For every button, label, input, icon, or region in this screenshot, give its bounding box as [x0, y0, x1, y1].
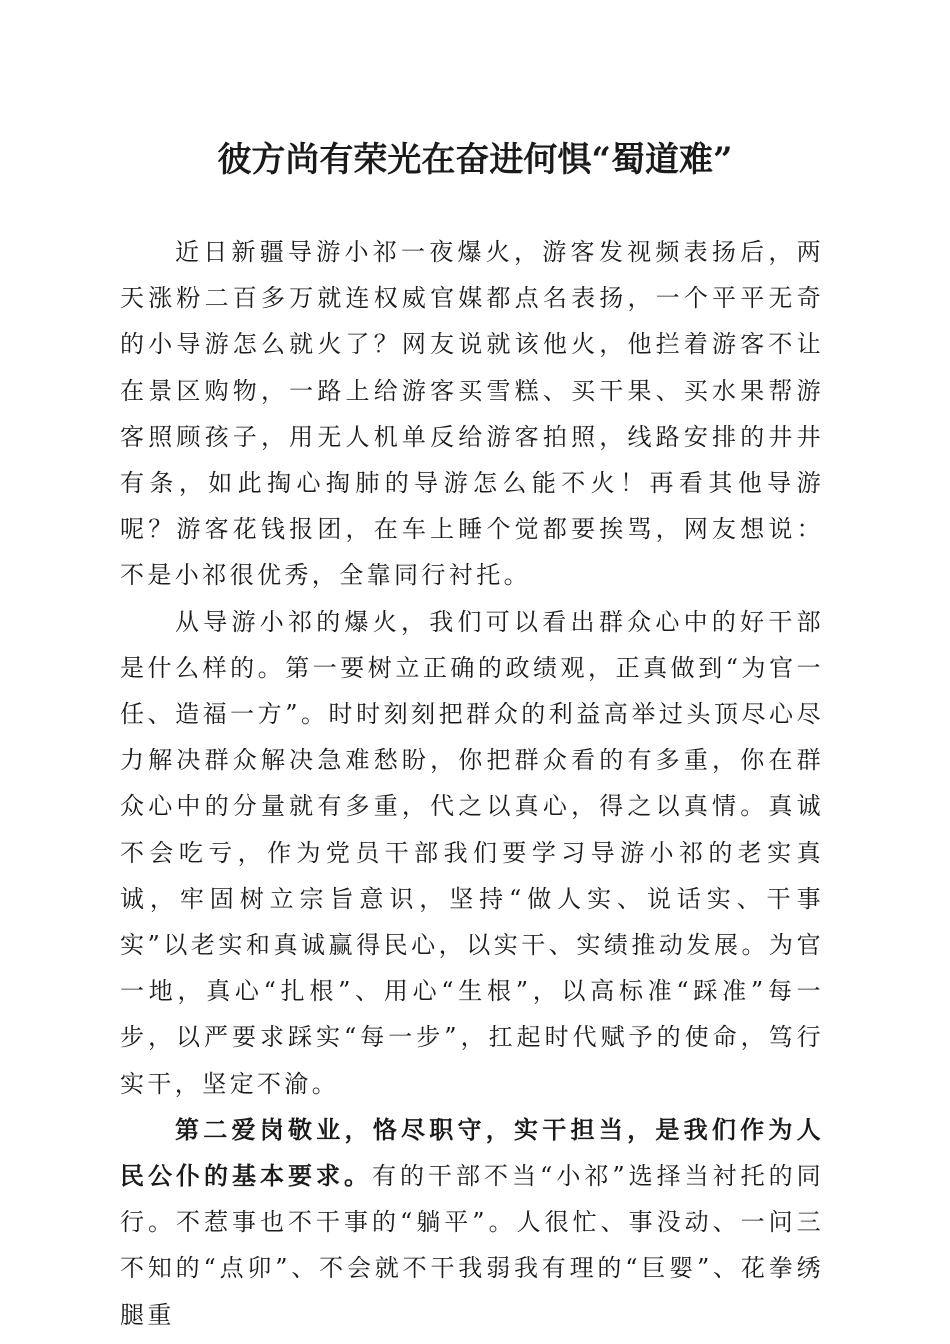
paragraph-1-text: 近日新疆导游小祁一夜爆火，游客发视频表扬后，两天涨粉二百多万就连权威官媒都点名表扬，一个平平无奇的小导游怎么就火了？网友说就该他火，他拦着游客不让在景区购物，一路上给游客买雪糕、买干果、买水果帮游客照顾孩子，用无人机单反给游客拍照，线路安排的井井有条，如此掏心掏肺的导游怎么能不火！再看其他导游呢？游客花钱报团，在车上睡个觉都要挨骂，网友想说：不是小祁很优秀，全靠同行衬托。 — [120, 238, 824, 590]
document-title: 彼方尚有荣光在奋进何惧“蜀道难” — [217, 140, 733, 180]
paragraph-3 — [120, 1107, 824, 1338]
document-body — [120, 229, 824, 1338]
paragraph-2 — [120, 599, 824, 1107]
paragraph-1 — [120, 229, 824, 599]
paragraph-3-text: 有的干部不当“小祁”选择当衬托的同行。不惹事也不干事的“躺平”。人很忙、事没动、一问三不知的“点卯”、不会就不干我弱我有理的“巨婴”、花拳绣腿重 — [120, 1162, 824, 1329]
paragraph-2-text: 从导游小祁的爆火，我们可以看出群众心中的好干部是什么样的。第一要树立正确的政绩观，正真做到“为官一任、造福一方”。时时刻刻把群众的利益高举过头顶尽心尽力解决群众解决急难愁盼，你把群众看的有多重，你在群众心中的分量就有多重，代之以真心，得之以真情。真诚不会吃亏，作为党员干部我们要学习导游小祁的老实真诚，牢固树立宗旨意识，坚持“做人实、说话实、干事实”以老实和真诚赢得民心，以实干、实绩推动发展。为官一地，真心“扎根”、用心“生根”，以高标准“踩准”每一步，以严要求踩实“每一步”，扛起时代赋予的使命，笃行实干，坚定不渝。 — [120, 607, 824, 1098]
paragraph-3-lead: 第二爱岗敬业，恪尽职守，实干担当，是我们作为人民公仆的基本要求。 — [120, 1114, 824, 1191]
